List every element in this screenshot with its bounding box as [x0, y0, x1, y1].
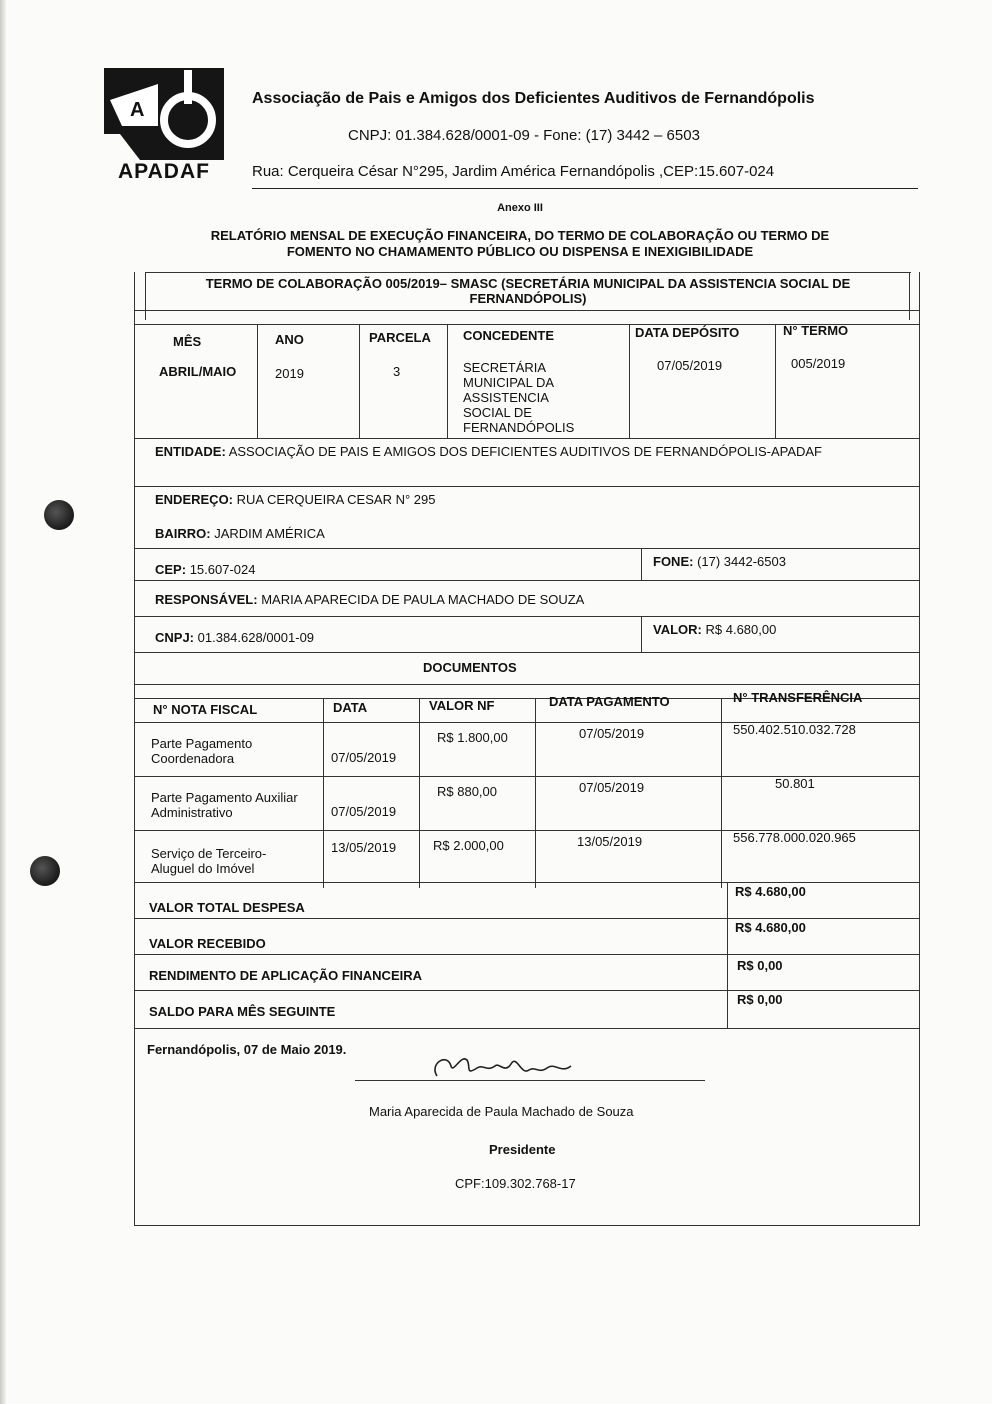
divider	[135, 918, 919, 919]
place-date: Fernandópolis, 07 de Maio 2019.	[147, 1042, 347, 1057]
annex-label: Anexo III	[497, 202, 543, 214]
organization-name: Associação de Pais e Amigos dos Deficientes Auditivos de Fernandópolis	[252, 90, 815, 107]
total-despesa-value: R$ 4.680,00	[735, 884, 806, 899]
signer-name: Maria Aparecida de Paula Machado de Souza	[369, 1104, 634, 1119]
fone-field	[653, 554, 786, 569]
doc-header-transferencia: N° TRANSFERÊNCIA	[733, 690, 863, 705]
divider	[775, 324, 776, 438]
endereco-value: RUA CERQUEIRA CESAR N° 295	[236, 492, 436, 507]
endereco-field	[155, 492, 435, 507]
divider	[135, 580, 919, 581]
responsavel-label: RESPONSÁVEL:	[155, 592, 258, 607]
address-line: Rua: Cerqueira César N°295, Jardim América Fernandópolis ,CEP:15.607-024	[252, 163, 775, 180]
title-right-border	[909, 272, 910, 320]
total-despesa-label: VALOR TOTAL DESPESA	[149, 900, 305, 915]
table-row-3-valor: R$ 2.000,00	[433, 838, 504, 853]
divider	[641, 548, 642, 580]
entidade-field	[155, 442, 895, 461]
divider	[447, 324, 448, 438]
cnpj-phone-line: CNPJ: 01.384.628/0001-09 - Fone: (17) 3442 – 6503	[348, 127, 700, 144]
divider	[135, 990, 919, 991]
fone-value: (17) 3442-6503	[697, 554, 786, 569]
punch-hole-bottom	[30, 856, 60, 886]
signer-role: Presidente	[489, 1142, 556, 1157]
cnpj-label: CNPJ:	[155, 630, 195, 645]
rendimento-value: R$ 0,00	[737, 958, 783, 973]
report-form	[134, 272, 920, 1226]
signer-cpf: CPF:109.302.768-17	[455, 1176, 576, 1191]
divider	[135, 310, 919, 311]
title-left-border	[145, 272, 146, 320]
table-row-3-data-pagamento: 13/05/2019	[577, 834, 643, 849]
divider	[135, 616, 919, 617]
valor-value: R$ 4.680,00	[705, 622, 777, 637]
divider	[135, 954, 919, 955]
fone-label: FONE:	[653, 554, 694, 569]
divider	[323, 698, 324, 888]
valor-label: VALOR:	[653, 622, 702, 637]
table-row-1-transferencia: 550.402.510.032.728	[733, 722, 856, 737]
table-row-1-valor: R$ 1.800,00	[437, 730, 508, 745]
responsavel-field	[155, 592, 584, 607]
table-row-2-nota: Parte Pagamento Auxiliar Administrativo	[151, 790, 298, 820]
table-row-1-data-pagamento: 07/05/2019	[579, 726, 645, 741]
table-row-3-data: 13/05/2019	[331, 840, 397, 855]
punch-hole-top	[44, 500, 74, 530]
valor-recebido-label: VALOR RECEBIDO	[149, 936, 266, 951]
term-title: TERMO DE COLABORAÇÃO 005/2019– SMASC (SECRETÁRIA MUNICIPAL DA ASSISTENCIA SOCIAL DE FERNANDÓPOLIS)	[205, 276, 851, 306]
signature-line	[355, 1080, 705, 1081]
rendimento-label: RENDIMENTO DE APLICAÇÃO FINANCEIRA	[149, 968, 423, 983]
header-data-deposito: DATA DEPÓSITO	[635, 325, 740, 340]
report-title: RELATÓRIO MENSAL DE EXECUÇÃO FINANCEIRA, DO TERMO DE COLABORAÇÃO OU TERMO DE FOMENTO NO CHAMAMENTO PÚBLICO OU DISPENSA E INEXIGIBILIDADE	[210, 228, 830, 259]
divider	[535, 698, 536, 888]
header-concedente: CONCEDENTE	[463, 328, 555, 343]
divider	[721, 698, 722, 888]
divider	[641, 616, 642, 652]
divider	[257, 324, 258, 438]
divider	[135, 882, 919, 883]
divider	[135, 684, 919, 685]
cnpj-field	[155, 630, 314, 645]
doc-header-data-pagamento: DATA PAGAMENTO	[549, 694, 670, 709]
bairro-label: BAIRRO:	[155, 526, 211, 541]
value-mes: ABRIL/MAIO	[159, 364, 237, 379]
table-row-1-nota: Parte Pagamento Coordenadora	[151, 736, 253, 766]
value-parcela: 3	[393, 364, 401, 379]
divider	[629, 324, 630, 438]
divider	[359, 324, 360, 438]
valor-field	[653, 622, 776, 637]
table-row-3-nota: Serviço de Terceiro-Aluguel do Imóvel	[151, 846, 267, 876]
entidade-value: ASSOCIAÇÃO DE PAIS E AMIGOS DOS DEFICIENTES AUDITIVOS DE FERNANDÓPOLIS-APADAF	[228, 444, 822, 459]
value-data-deposito: 07/05/2019	[657, 358, 723, 373]
form-top-border	[145, 272, 911, 273]
cep-field	[155, 562, 255, 577]
header-ano: ANO	[275, 332, 304, 347]
bairro-field	[155, 526, 325, 541]
doc-header-data: DATA	[333, 700, 368, 715]
divider	[135, 438, 919, 439]
divider	[135, 486, 919, 487]
header-mes: MÊS	[173, 334, 202, 349]
header-parcela: PARCELA	[369, 330, 431, 345]
value-n-termo: 005/2019	[791, 356, 846, 371]
divider	[419, 698, 420, 888]
saldo-value: R$ 0,00	[737, 992, 783, 1007]
letterhead	[100, 64, 920, 192]
endereco-label: ENDEREÇO:	[155, 492, 234, 507]
table-row-2-data: 07/05/2019	[331, 804, 397, 819]
letterhead-divider	[252, 188, 918, 189]
header-n-termo: N° TERMO	[783, 323, 849, 338]
valor-recebido-value: R$ 4.680,00	[735, 920, 806, 935]
value-concedente: SECRETÁRIA MUNICIPAL DA ASSISTENCIA SOCIAL DE FERNANDÓPOLIS	[463, 360, 575, 435]
value-ano: 2019	[275, 366, 304, 381]
cep-label: CEP:	[155, 562, 187, 577]
table-row-2-data-pagamento: 07/05/2019	[579, 780, 645, 795]
doc-header-nota: N° NOTA FISCAL	[153, 702, 258, 717]
cep-value: 15.607-024	[189, 562, 256, 577]
bairro-value: JARDIM AMÉRICA	[214, 526, 325, 541]
divider	[727, 882, 728, 1028]
divider	[135, 652, 919, 653]
divider	[135, 1028, 919, 1029]
documents-title: DOCUMENTOS	[423, 660, 517, 675]
table-row-3-transferencia: 556.778.000.020.965	[733, 830, 856, 845]
svg-text:A: A	[130, 99, 145, 121]
table-row-2-valor: R$ 880,00	[437, 784, 497, 799]
saldo-label: SALDO PARA MÊS SEGUINTE	[149, 1004, 336, 1019]
doc-header-valor: VALOR NF	[429, 698, 495, 713]
responsavel-value: MARIA APARECIDA DE PAULA MACHADO DE SOUZA	[261, 592, 585, 607]
divider	[135, 548, 919, 549]
table-row-2-transferencia: 50.801	[775, 776, 815, 791]
table-row-1-data: 07/05/2019	[331, 750, 397, 765]
logo-text: APADAF	[118, 160, 210, 183]
entidade-label: ENTIDADE:	[155, 444, 226, 459]
cnpj-value: 01.384.628/0001-09	[197, 630, 315, 645]
